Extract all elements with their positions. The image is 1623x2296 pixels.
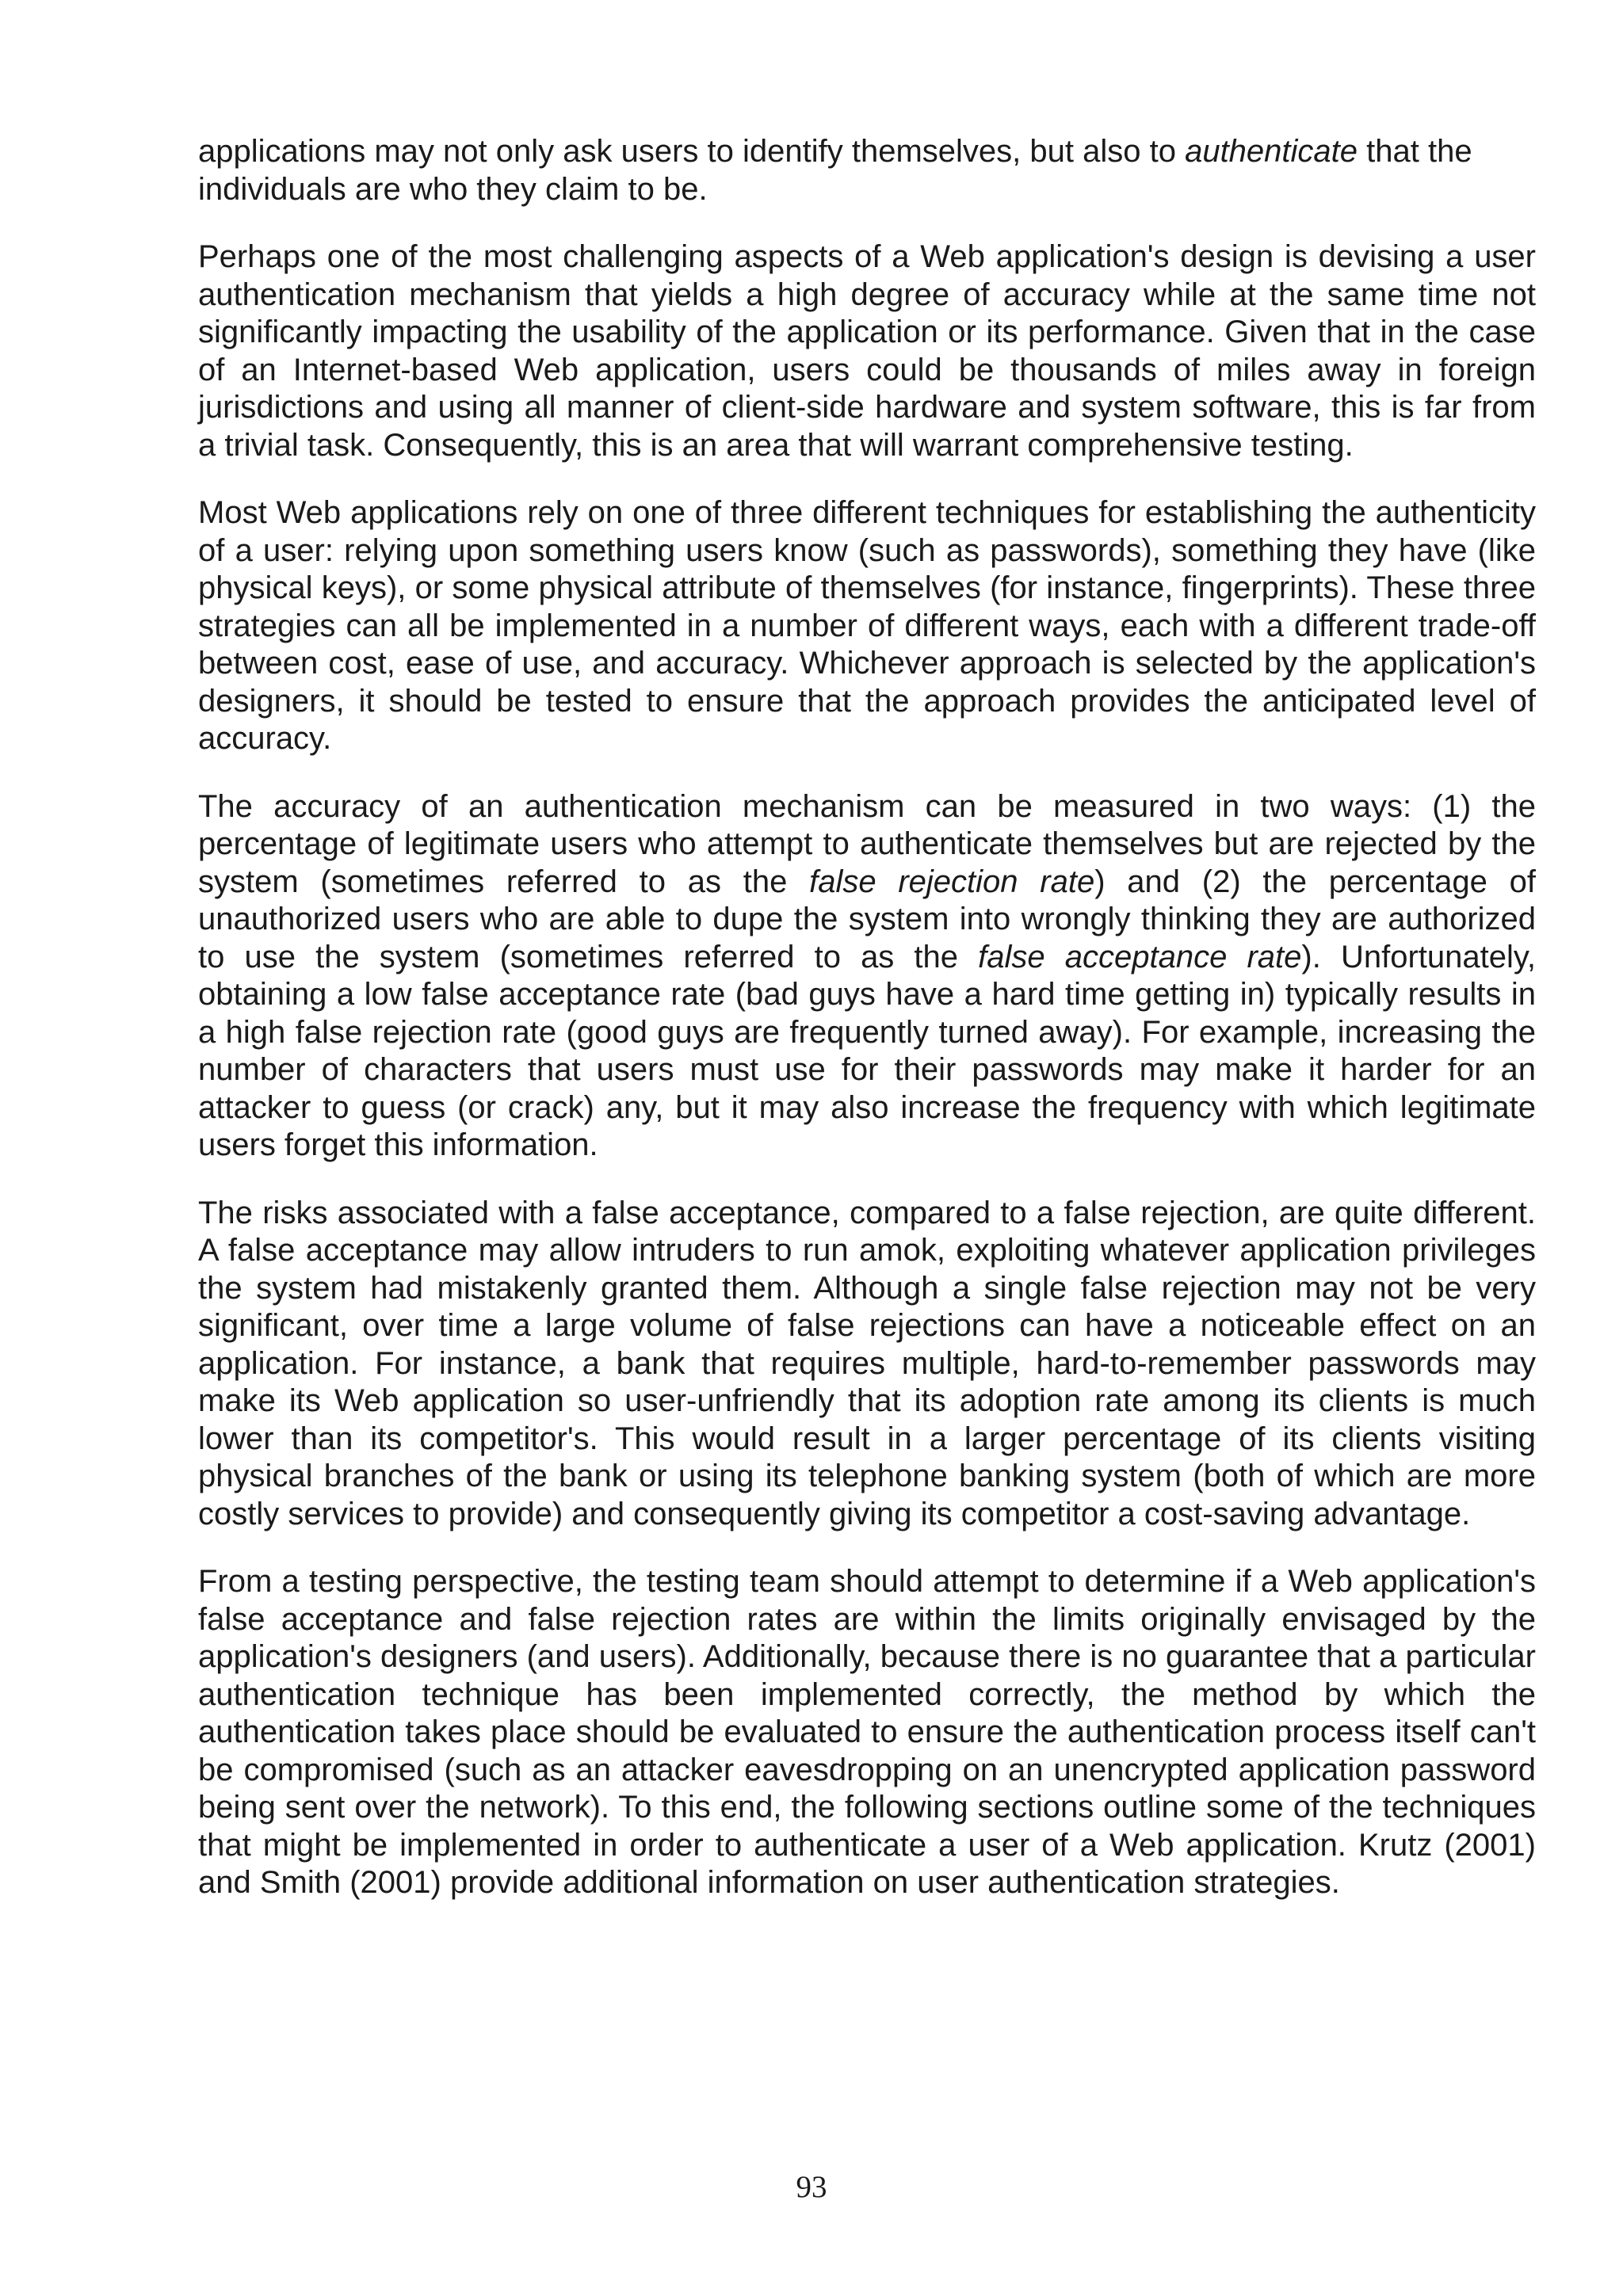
paragraph-1-text-end: that the individuals are who they claim to be. [198, 134, 1472, 207]
paragraph-6 [198, 1563, 1536, 1902]
term-false-rejection-rate: false rejection rate [809, 864, 1095, 899]
paragraph-4-text: The accuracy of an authentication mechanism can be measured in two ways: (1) the percentage of legitimate users who attempt to authenticate themselves but are rejected by the system (sometimes referred to as the [198, 788, 1536, 899]
page-number: 93 [796, 2170, 827, 2204]
paragraph-1-text: applications may not only ask users to identify themselves, but also to [198, 134, 1186, 169]
paragraph-2 [198, 238, 1536, 464]
term-authenticate: authenticate [1185, 134, 1358, 169]
paragraph-2-text: Perhaps one of the most challenging aspects of a Web application's design is devising a user authentication mechanism that yields a high degree of accuracy while at the same time not significantly impacting the usability of the application or its performance. Given that in the case of an Internet-based Web application, users could be thousands of miles away in foreign jurisdictions and using all manner of client-side hardware and system software, this is far from a trivial task. Consequently, this is an area that will warrant comprehensive testing. [198, 239, 1536, 463]
paragraph-4 [198, 788, 1536, 1165]
paragraph-3-text: Most Web applications rely on one of three different techniques for establishing the authenticity of a user: relying upon something users know (such as passwords), something they have (like physical keys), or some physical attribute of themselves (for instance, fingerprints). These three strategies can all be implemented in a number of different ways, each with a different trade-off between cost, ease of use, and accuracy. Whichever approach is selected by the application's designers, it should be tested to ensure that the approach provides the anticipated level of accuracy. [198, 495, 1536, 756]
paragraph-5 [198, 1195, 1536, 1534]
paragraph-4-text-middle: ) and (2) the percentage of unauthorized users who are able to dupe the system into wrongly thinking they are authorized to use the system (sometimes referred to as the [198, 864, 1537, 974]
paragraph-4-text-end: ). Unfortunately, obtaining a low false acceptance rate (bad guys have a hard time getting in) typically results in a high false rejection rate (good guys are frequently turned away). For example, increasing the number of characters that users must use for their passwords may make it harder for an attacker to guess (or crack) any, but it may also increase the frequency with which legitimate users forget this information. [198, 939, 1537, 1162]
paragraph-5-text: The risks associated with a false acceptance, compared to a false rejection, are quite different. A false acceptance may allow intruders to run amok, exploiting whatever application privileges the system had mistakenly granted them. Although a single false rejection may not be very significant, over time a large volume of false rejections can have a noticeable effect on an application. For instance, a bank that requires multiple, hard-to-remember passwords may make its Web application so user-unfriendly that its adoption rate among its clients is much lower than its competitor's. This would result in a larger percentage of its clients visiting physical branches of the bank or using its telephone banking system (both of which are more costly services to provide) and consequently giving its competitor a cost-saving advantage. [198, 1195, 1536, 1531]
paragraph-3 [198, 494, 1536, 758]
term-false-acceptance-rate: false acceptance rate [978, 939, 1302, 974]
paragraph-1 [198, 133, 1536, 208]
body-text [198, 133, 1536, 1932]
paragraph-6-text: From a testing perspective, the testing team should attempt to determine if a Web application's false acceptance and false rejection rates are within the limits originally envisaged by the application's designers (and users). Additionally, because there is no guarantee that a particular authentication technique has been implemented correctly, the method by which the authentication takes place should be evaluated to ensure the authentication process itself can't be compromised (such as an attacker eavesdropping on an unencrypted application password being sent over the network). To this end, the following sections outline some of the techniques that might be implemented in order to authenticate a user of a Web application. Krutz (2001) and Smith (2001) provide additional information on user authentication strategies. [198, 1564, 1536, 1900]
